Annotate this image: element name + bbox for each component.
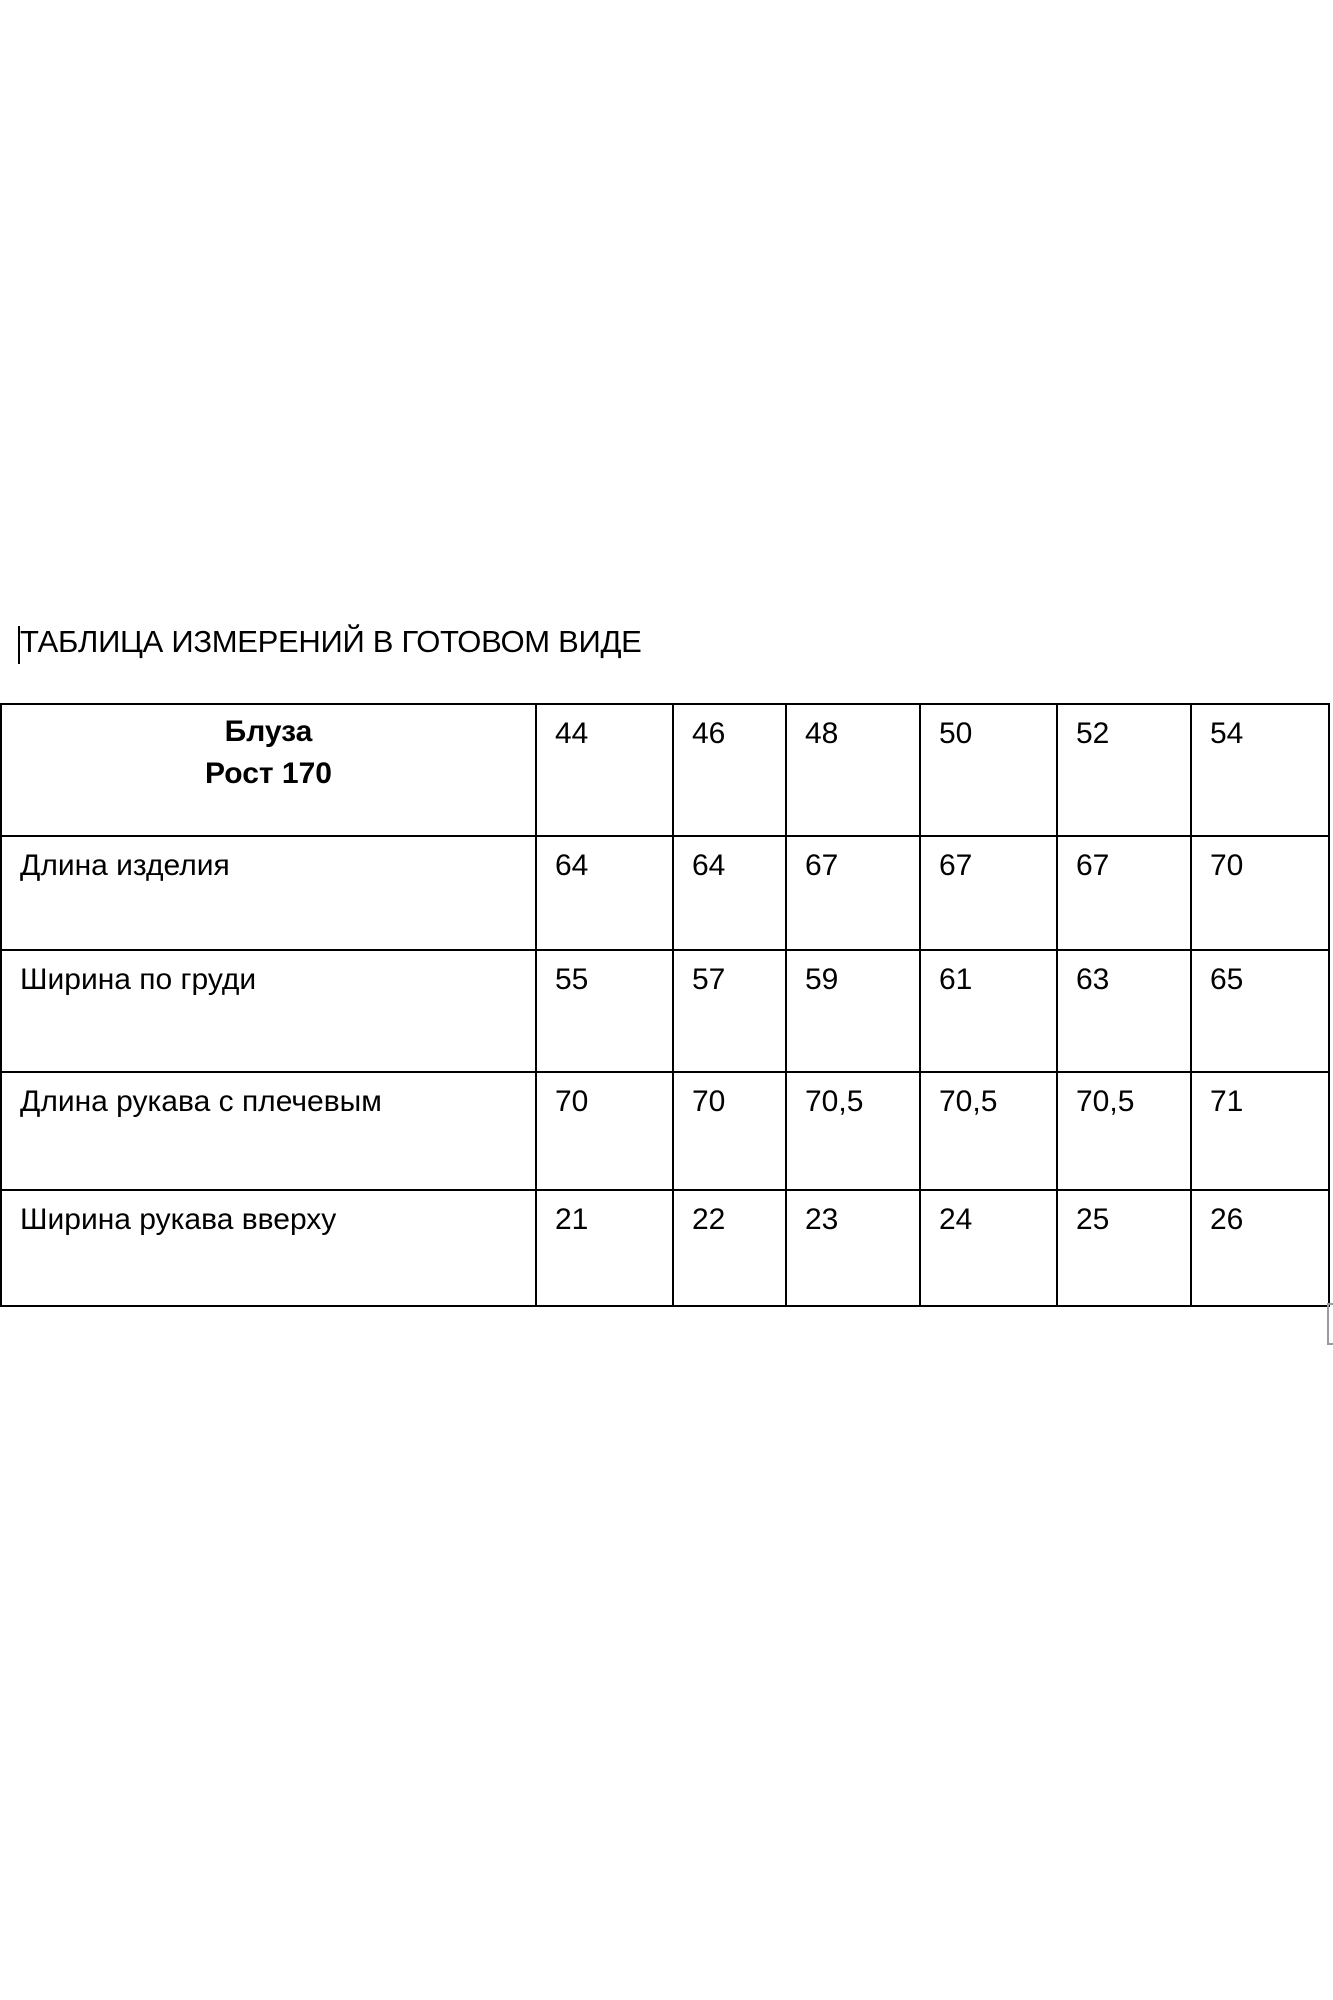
table-row: [1, 1072, 1329, 1190]
measurement-table: [0, 703, 1330, 1307]
value-cell: 55: [536, 950, 673, 1072]
size-header-cell: 44: [536, 704, 673, 836]
value-cell: 59: [786, 950, 920, 1072]
size-header-cell: 50: [920, 704, 1057, 836]
value-cell: 57: [673, 950, 786, 1072]
product-header-cell: [1, 704, 536, 836]
document-title: ТАБЛИЦА ИЗМЕРЕНИЙ В ГОТОВОМ ВИДЕ: [20, 624, 642, 659]
size-header-cell: 54: [1191, 704, 1329, 836]
value-cell: 71: [1191, 1072, 1329, 1190]
size-header-cell: 52: [1057, 704, 1191, 836]
table-header-row: [1, 704, 1329, 836]
value-cell: 61: [920, 950, 1057, 1072]
value-cell: 70,5: [786, 1072, 920, 1190]
value-cell: 67: [1057, 836, 1191, 950]
value-cell: 63: [1057, 950, 1191, 1072]
value-cell: 26: [1191, 1190, 1329, 1306]
value-cell: 67: [786, 836, 920, 950]
value-cell: 23: [786, 1190, 920, 1306]
row-label-cell: Длина изделия: [1, 836, 536, 950]
value-cell: 64: [536, 836, 673, 950]
value-cell: 70,5: [1057, 1072, 1191, 1190]
value-cell: 67: [920, 836, 1057, 950]
value-cell: 70: [1191, 836, 1329, 950]
height-label: Рост 170: [205, 757, 332, 790]
value-cell: 64: [673, 836, 786, 950]
size-header-cell: 46: [673, 704, 786, 836]
size-header-cell: 48: [786, 704, 920, 836]
row-label-cell: Ширина по груди: [1, 950, 536, 1072]
value-cell: 22: [673, 1190, 786, 1306]
value-cell: 24: [920, 1190, 1057, 1306]
table-row: [1, 1190, 1329, 1306]
table-row: [1, 950, 1329, 1072]
value-cell: 70: [536, 1072, 673, 1190]
product-name: Блуза: [224, 715, 313, 748]
value-cell: 65: [1191, 950, 1329, 1072]
value-cell: 70,5: [920, 1072, 1057, 1190]
table-row: [1, 836, 1329, 950]
row-label-cell: Ширина рукава вверху: [1, 1190, 536, 1306]
value-cell: 21: [536, 1190, 673, 1306]
page-edge-marker: [1327, 1303, 1333, 1345]
value-cell: 25: [1057, 1190, 1191, 1306]
row-label-cell: Длина рукава с плечевым: [1, 1072, 536, 1190]
value-cell: 70: [673, 1072, 786, 1190]
